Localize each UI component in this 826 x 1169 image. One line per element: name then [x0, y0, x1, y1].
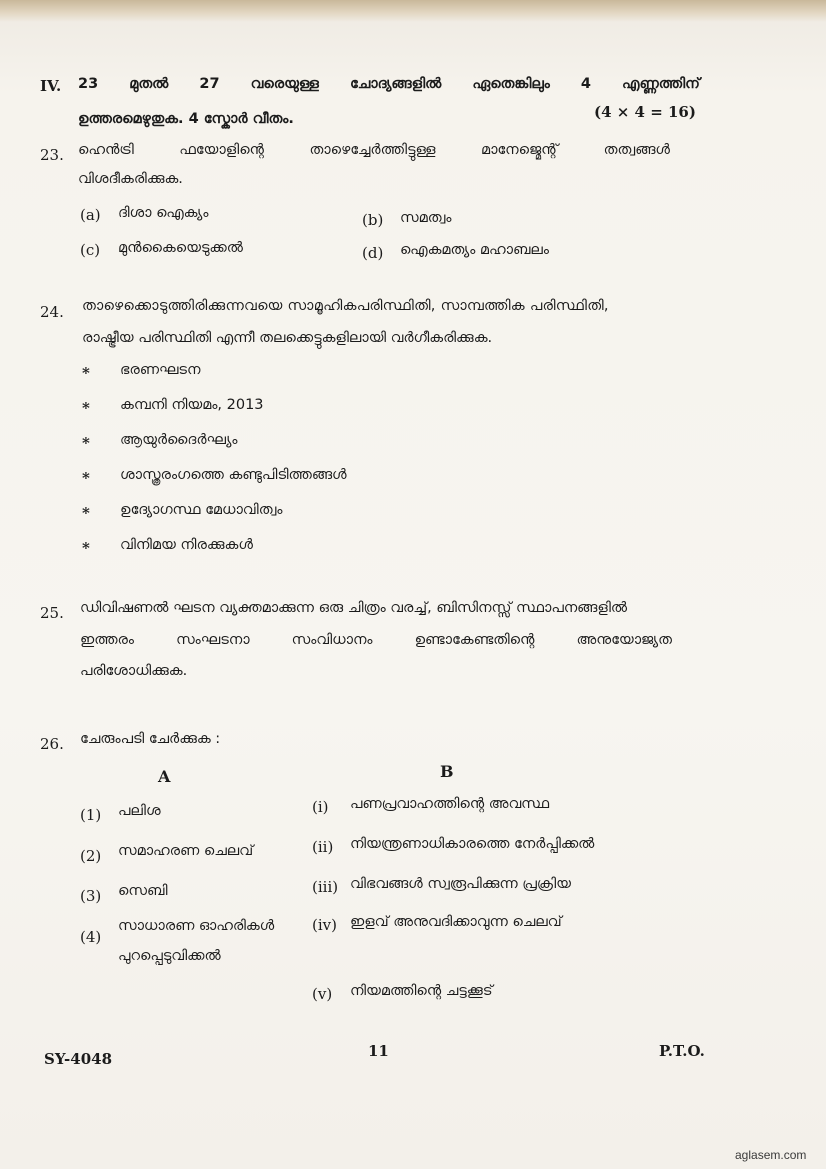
instruction-word: എണ്ണത്തിന് — [622, 76, 700, 92]
match-a-label-1: (1) — [80, 806, 102, 824]
q23-option-label-d: (d) — [362, 244, 384, 262]
please-turn-over: P.T.O. — [659, 1042, 705, 1060]
match-a-item-4: സാധാരണ ഓഹരികൾ — [118, 918, 275, 934]
section-instruction-line1 — [78, 76, 700, 92]
q25-line3: പരിശോധിക്കുക. — [80, 663, 188, 679]
instruction-word: ഏതെങ്കിലും — [472, 76, 550, 92]
match-a-item-3: സെബി — [118, 883, 168, 899]
q25-word: അനുയോജ്യത — [576, 632, 672, 648]
q24-item: കമ്പനി നിയമം, 2013 — [120, 397, 264, 413]
section-marks: (4 × 4 = 16) — [594, 103, 696, 121]
q23-option-label-c: (c) — [80, 241, 101, 259]
match-a-item-1: പലിശ — [118, 803, 161, 819]
q25-line2 — [80, 632, 672, 648]
instruction-word: വരെയുള്ള — [250, 76, 319, 92]
match-b-label-iv: (iv) — [312, 916, 337, 934]
match-a-item-4-cont: പുറപ്പെടുവിക്കൽ — [118, 948, 221, 964]
question-number-24: 24. — [40, 303, 64, 321]
q24-line1: താഴെക്കൊടുത്തിരിക്കുന്നവയെ സാമൂഹികപരിസ്ഥിതി, സാമ്പത്തിക പരിസ്ഥിതി, — [82, 298, 609, 314]
q23-word: ഫയോളിന്റെ — [179, 142, 264, 158]
match-b-item-v: നിയമത്തിന്റെ ചട്ടക്കൂട് — [350, 983, 493, 999]
paper-code: SY-4048 — [44, 1050, 113, 1068]
instruction-word: മുതൽ — [129, 76, 169, 92]
q24-item: ആയുർദൈർഘ്യം — [120, 432, 238, 448]
bullet: * — [82, 504, 90, 522]
section-label: IV. — [40, 77, 62, 95]
q24-item: ശാസ്ത്രരംഗത്തെ കണ്ടുപിടിത്തങ്ങൾ — [120, 467, 347, 483]
match-b-label-ii: (ii) — [312, 838, 334, 856]
match-b-item-iii: വിഭവങ്ങൾ സ്വരൂപിക്കുന്ന പ്രക്രിയ — [350, 876, 571, 892]
instruction-word: ചോദ്യങ്ങളിൽ — [349, 76, 442, 92]
column-b-header: B — [440, 762, 454, 781]
q26-instruction: ചേരുംപടി ചേർക്കുക : — [80, 731, 221, 747]
match-a-label-3: (3) — [80, 887, 102, 905]
q23-option-a: ദിശാ ഐക്യം — [118, 205, 209, 221]
match-b-label-v: (v) — [312, 985, 333, 1003]
watermark-text: aglasem.com — [735, 1148, 807, 1162]
q25-word: സംഘടനാ — [176, 632, 250, 648]
q23-option-b: സമത്വം — [400, 210, 452, 226]
section-instruction-line2: ഉത്തരമെഴുതുക. 4 സ്കോർ വീതം. — [78, 111, 294, 127]
bullet: * — [82, 364, 90, 382]
question-number-26: 26. — [40, 735, 64, 753]
match-a-label-2: (2) — [80, 847, 102, 865]
match-b-item-i: പണപ്രവാഹത്തിന്റെ അവസ്ഥ — [350, 796, 550, 812]
column-a-header: A — [158, 767, 171, 786]
match-b-label-iii: (iii) — [312, 878, 339, 896]
match-b-item-iv: ഇളവ് അനുവദിക്കാവുന്ന ചെലവ് — [350, 914, 562, 930]
scanned-page-edge — [0, 0, 826, 22]
q24-item: വിനിമയ നിരക്കുകൾ — [120, 537, 253, 553]
question-number-23: 23. — [40, 146, 64, 164]
match-b-item-ii: നിയന്ത്രണാധികാരത്തെ നേർപ്പിക്കൽ — [350, 836, 595, 852]
bullet: * — [82, 399, 90, 417]
q23-word: താഴെച്ചേർത്തിട്ടുള്ള — [309, 142, 436, 158]
q23-word: ഹെൻട്രി — [78, 142, 134, 158]
q25-word: സംവിധാനം — [291, 632, 373, 648]
match-a-item-2: സമാഹരണ ചെലവ് — [118, 843, 254, 859]
bullet: * — [82, 434, 90, 452]
q24-item: ഉദ്യോഗസ്ഥ മേധാവിത്വം — [120, 502, 283, 518]
instruction-word: 23 — [78, 76, 99, 92]
q23-option-c: മുൻകൈയെടുക്കൽ — [118, 240, 243, 256]
match-b-label-i: (i) — [312, 798, 329, 816]
instruction-word: 27 — [199, 76, 220, 92]
q23-option-label-a: (a) — [80, 206, 101, 224]
q23-line2: വിശദീകരിക്കുക. — [78, 171, 183, 187]
q23-line1 — [78, 142, 670, 158]
q23-word: തത്വങ്ങൾ — [603, 142, 670, 158]
q23-option-label-b: (b) — [362, 211, 384, 229]
q24-line2: രാഷ്ട്രീയ പരിസ്ഥിതി എന്നീ തലക്കെട്ടുകളിലായി വർഗീകരിക്കുക. — [82, 330, 493, 346]
instruction-word: 4 — [580, 76, 591, 92]
bullet: * — [82, 539, 90, 557]
page-number: 11 — [368, 1042, 389, 1060]
q24-item: ഭരണഘടന — [120, 362, 201, 378]
q23-option-d: ഐകമത്യം മഹാബലം — [400, 242, 549, 258]
match-a-label-4: (4) — [80, 928, 102, 946]
q25-word: ഇത്തരം — [80, 632, 134, 648]
q25-word: ഉണ്ടാകേണ്ടതിന്റെ — [414, 632, 535, 648]
q23-word: മാനേജ്മെന്റ് — [480, 142, 559, 158]
bullet: * — [82, 469, 90, 487]
q25-line1: ഡിവിഷണൽ ഘടന വ്യക്തമാക്കുന്ന ഒരു ചിത്രം വരച്ച്, ബിസിനസ്സ് സ്ഥാപനങ്ങളിൽ — [80, 600, 628, 616]
question-number-25: 25. — [40, 604, 64, 622]
